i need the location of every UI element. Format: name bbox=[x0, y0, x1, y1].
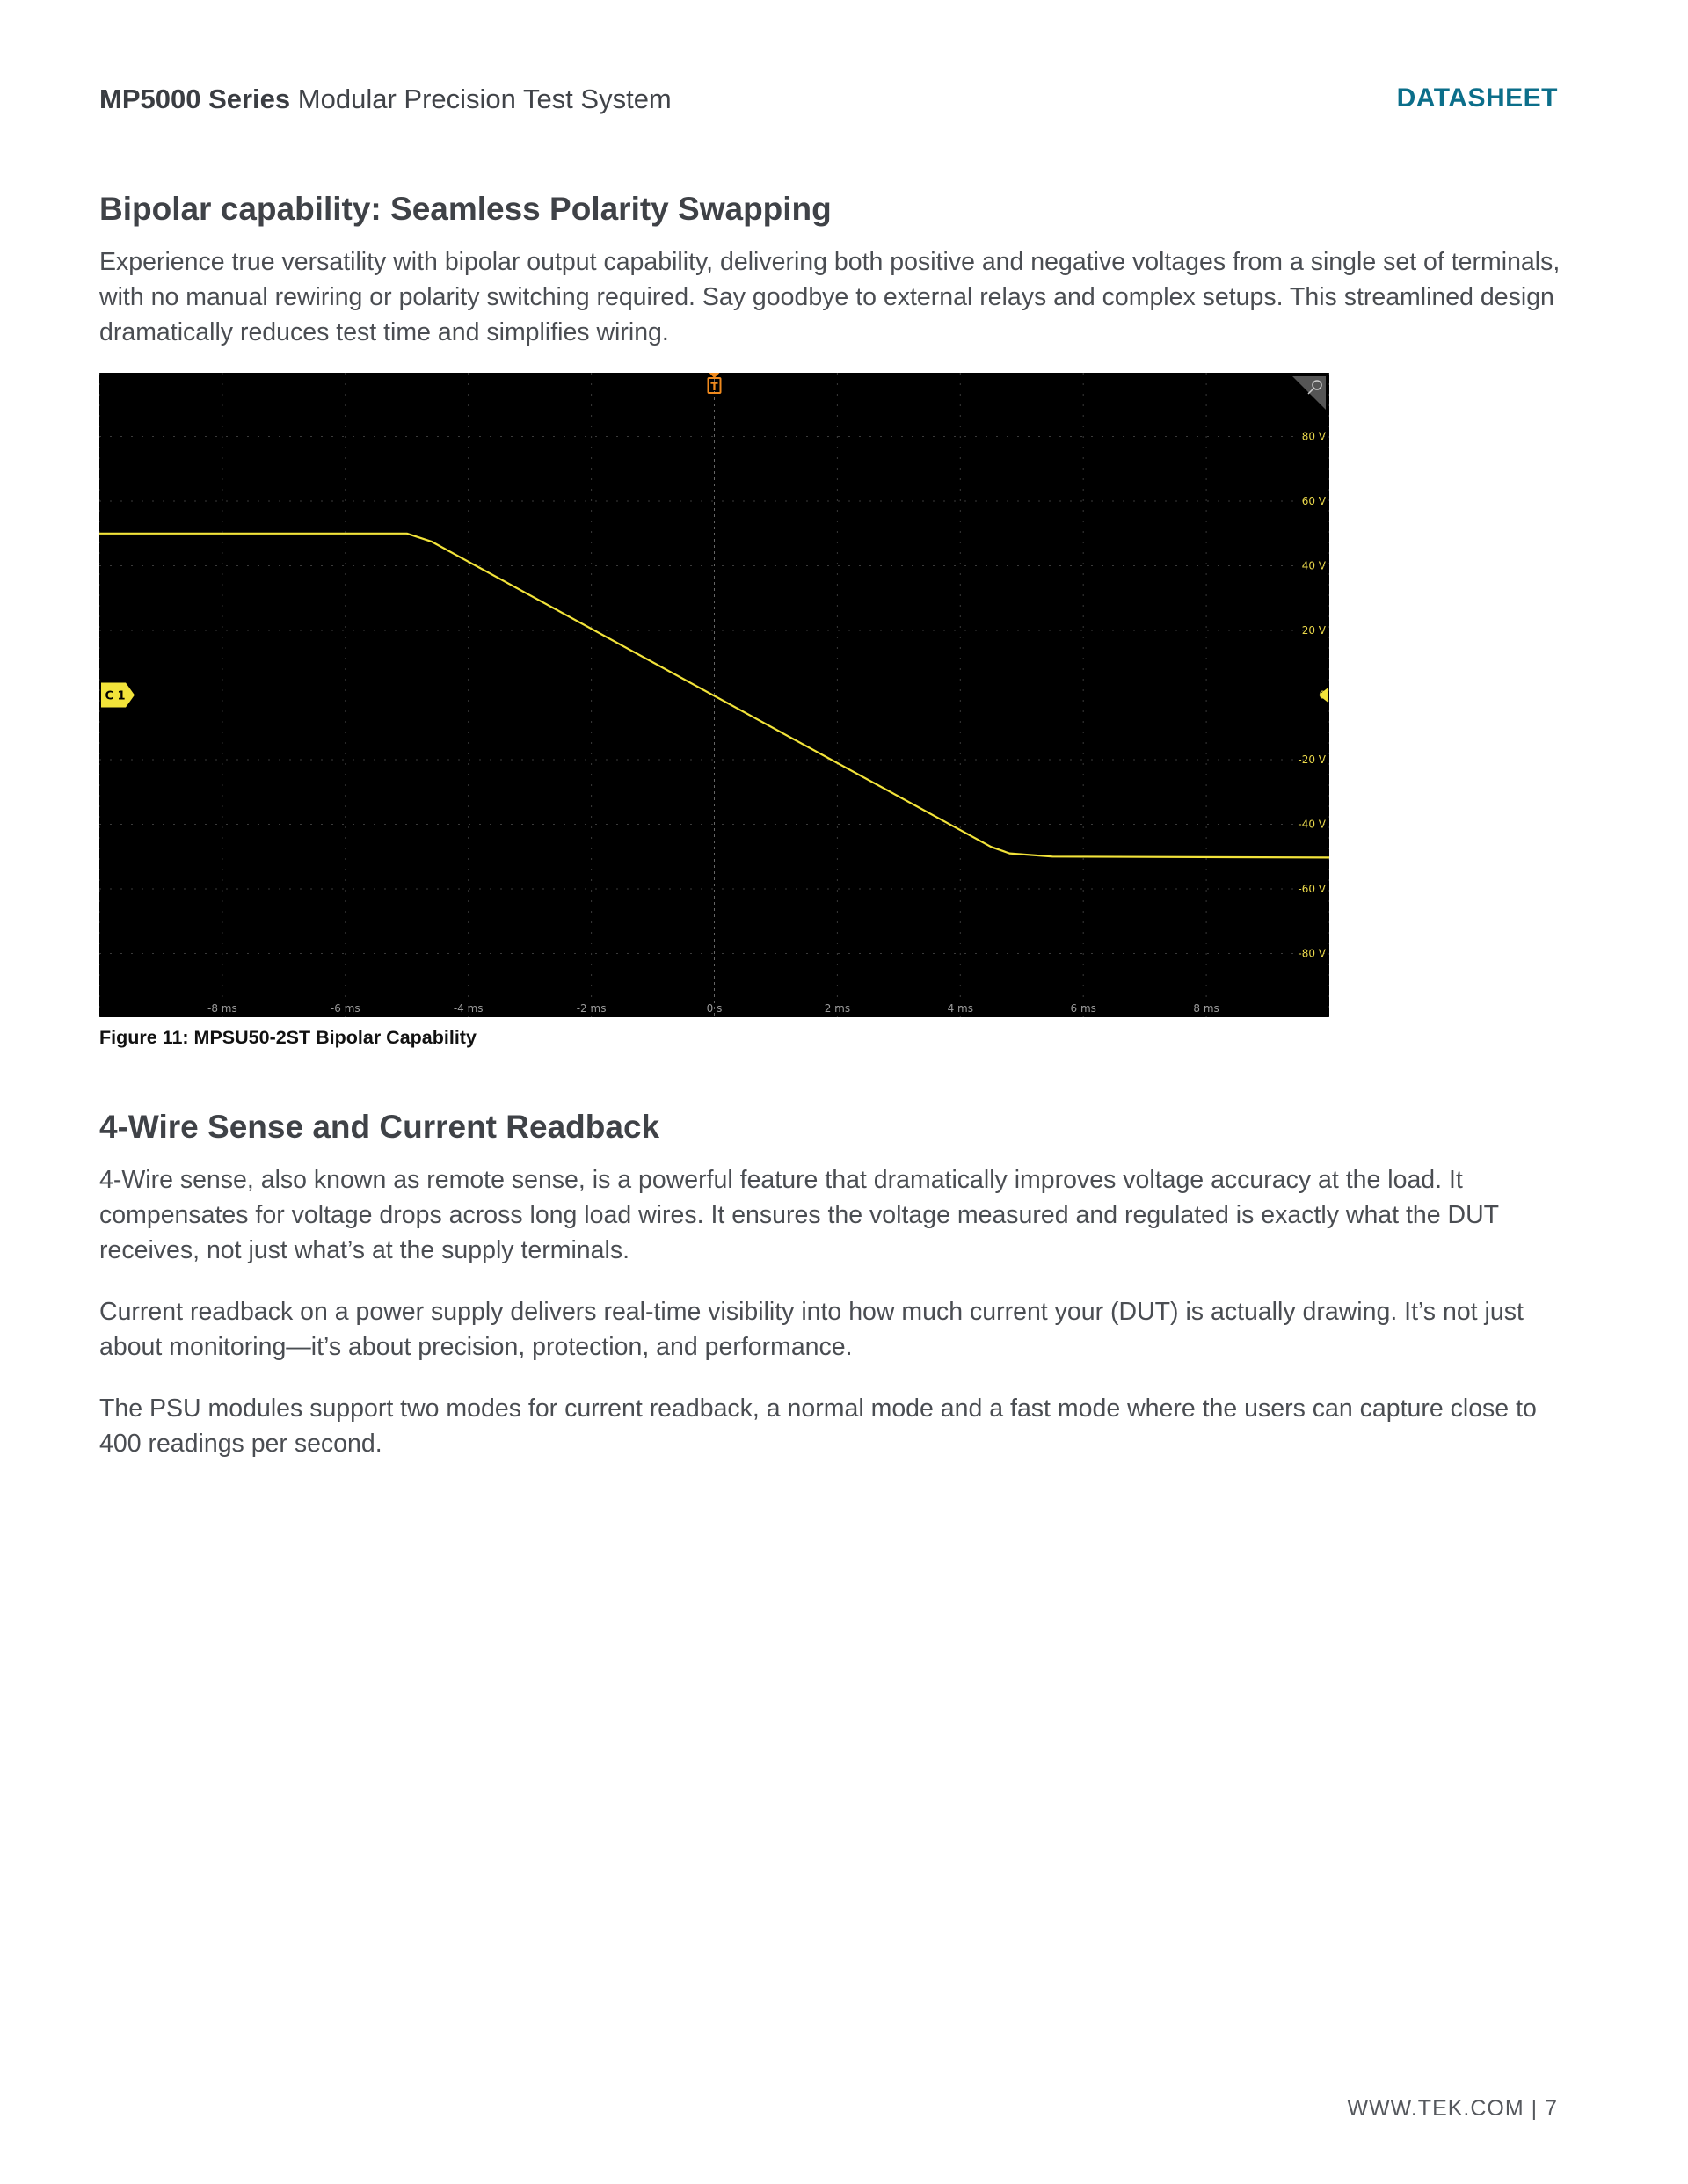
oscilloscope-chart bbox=[99, 373, 1329, 1017]
y-tick-label: -80 V bbox=[1298, 947, 1326, 960]
y-tick-label: -20 V bbox=[1298, 753, 1326, 766]
channel-label: C 1 bbox=[105, 689, 126, 703]
x-tick-label: -8 ms bbox=[207, 1002, 237, 1015]
datasheet-label: DATASHEET bbox=[1396, 84, 1558, 113]
oscilloscope-figure bbox=[99, 373, 1329, 1017]
y-tick-label: 20 V bbox=[1301, 624, 1326, 637]
x-tick-label: 6 ms bbox=[1070, 1002, 1096, 1015]
section-heading-bipolar: Bipolar capability: Seamless Polarity Swapping bbox=[99, 191, 832, 227]
4wire-paragraph: 4-Wire sense, also known as remote sense, is a powerful feature that dramatically improves voltage accuracy at the load. It compensates for voltage drops across long load wires. It ensures the voltage measured and regulated is exactly what the DUT receives, not just what’s at the supply terminals. bbox=[99, 1166, 1499, 1264]
product-subtitle: Modular Precision Test System bbox=[297, 84, 672, 114]
y-tick-label: 40 V bbox=[1301, 559, 1326, 572]
readback-paragraph: Current readback on a power supply delivers real-time visibility into how much current your (DUT) is actually drawing. It’s not just about monitoring—it’s about precision, protection, and performance. bbox=[99, 1298, 1524, 1361]
section-heading-4wire: 4-Wire Sense and Current Readback bbox=[99, 1109, 660, 1145]
x-tick-label: -4 ms bbox=[453, 1002, 484, 1015]
product-title bbox=[99, 84, 672, 115]
y-tick-label: 60 V bbox=[1301, 495, 1326, 507]
y-tick-label: 80 V bbox=[1301, 430, 1326, 443]
x-tick-label: 2 ms bbox=[824, 1002, 851, 1015]
y-tick-label: -40 V bbox=[1298, 818, 1326, 831]
trigger-label: T bbox=[710, 381, 718, 393]
x-tick-label: -2 ms bbox=[576, 1002, 607, 1015]
x-tick-label: 0 s bbox=[706, 1002, 723, 1015]
x-tick-label: 8 ms bbox=[1193, 1002, 1219, 1015]
page-header bbox=[99, 84, 1558, 122]
x-tick-label: 4 ms bbox=[947, 1002, 973, 1015]
bipolar-paragraph: Experience true versatility with bipolar output capability, delivering both positive and negative voltages from a single set of terminals, with no manual rewiring or polarity switching required. Say goodbye to external relays and complex setups. This streamlined design dramatically reduces test time and simplifies wiring. bbox=[99, 248, 1561, 346]
page-footer: WWW.TEK.COM | 7 bbox=[1347, 2096, 1558, 2121]
y-tick-label: -60 V bbox=[1298, 883, 1326, 895]
readback-modes-paragraph: The PSU modules support two modes for current readback, a normal mode and a fast mode where the users can capture close to 400 readings per second. bbox=[99, 1394, 1537, 1458]
figure-caption: Figure 11: MPSU50-2ST Bipolar Capability bbox=[99, 1027, 477, 1048]
x-tick-label: -6 ms bbox=[330, 1002, 360, 1015]
series-name: MP5000 Series bbox=[99, 84, 291, 114]
